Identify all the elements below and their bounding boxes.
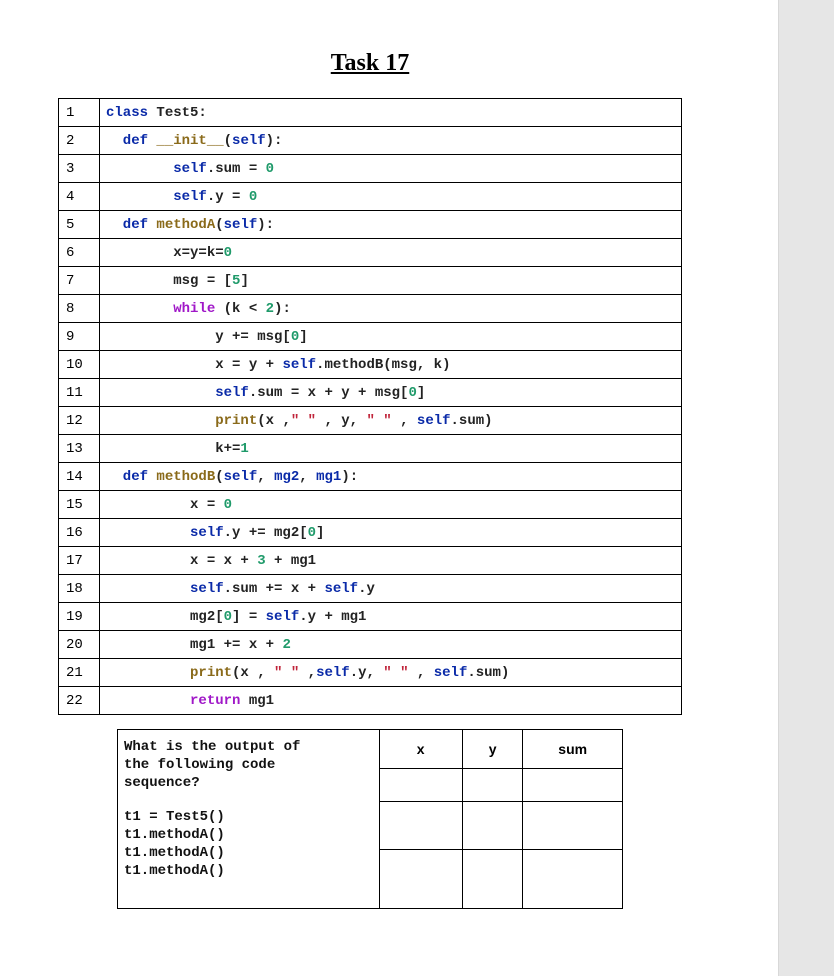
- code-token: def: [106, 132, 157, 149]
- code-text: [100, 519, 682, 547]
- code-text: [100, 211, 682, 239]
- page-title: [0, 50, 740, 77]
- code-token: [106, 525, 190, 541]
- line-number: 5: [59, 211, 100, 239]
- code-text: [100, 407, 682, 435]
- code-text: [100, 99, 682, 127]
- code-token: 3: [257, 552, 266, 569]
- code-token: ,: [299, 664, 317, 681]
- code-token: ,: [257, 468, 275, 485]
- code-token: .y += mg2[: [223, 524, 308, 541]
- answer-table: [117, 729, 623, 909]
- question-line: sequence?: [124, 775, 200, 791]
- page-title-text: Task 17: [330, 50, 410, 76]
- code-text: [100, 323, 682, 351]
- code-text: [100, 239, 682, 267]
- code-token: .sum = x + y + msg[: [248, 384, 409, 401]
- code-token: self: [232, 132, 266, 149]
- code-token: x =: [106, 496, 224, 513]
- code-token: self: [282, 356, 317, 373]
- code-line: [59, 351, 682, 379]
- code-token: self: [173, 188, 207, 205]
- line-number: 2: [59, 127, 100, 155]
- code-token: [106, 301, 173, 317]
- question-text: [118, 730, 380, 909]
- code-token: mg2[: [106, 608, 224, 625]
- code-text: [100, 687, 682, 715]
- code-token: x = y +: [106, 356, 283, 373]
- code-line: [59, 323, 682, 351]
- code-text: [100, 295, 682, 323]
- code-text: [100, 659, 682, 687]
- code-token: (: [223, 132, 233, 149]
- code-token: ]: [240, 272, 249, 289]
- code-token: self: [416, 412, 451, 429]
- code-token: .y,: [349, 664, 384, 681]
- line-number: 10: [59, 351, 100, 379]
- code-token: [106, 693, 190, 709]
- code-text: [100, 379, 682, 407]
- answer-cell-sum[interactable]: [523, 769, 623, 801]
- line-number: 6: [59, 239, 100, 267]
- code-line: [59, 295, 682, 323]
- code-text: [100, 575, 682, 603]
- line-number: 18: [59, 575, 100, 603]
- line-number: 22: [59, 687, 100, 715]
- answer-cell-x[interactable]: [379, 850, 462, 909]
- line-number: 17: [59, 547, 100, 575]
- code-token: , y,: [316, 412, 367, 429]
- line-number: 8: [59, 295, 100, 323]
- line-number: 13: [59, 435, 100, 463]
- code-line: [59, 631, 682, 659]
- code-token: .y =: [206, 188, 249, 205]
- header-x: x: [379, 730, 462, 769]
- answer-cell-y[interactable]: [462, 801, 522, 850]
- code-sequence-line: t1.methodA(): [124, 827, 225, 843]
- code-token: self: [190, 580, 224, 597]
- code-token: " ": [383, 664, 409, 681]
- code-token: ):: [274, 300, 291, 317]
- code-token: self: [433, 664, 468, 681]
- line-number: 12: [59, 407, 100, 435]
- code-text: [100, 351, 682, 379]
- code-text: [100, 267, 682, 295]
- line-number: 15: [59, 491, 100, 519]
- code-token: " ": [366, 412, 392, 429]
- code-token: 2: [282, 636, 291, 653]
- code-token: ]: [416, 384, 426, 401]
- code-token: ]: [299, 328, 308, 345]
- code-token: mg1: [316, 468, 342, 485]
- code-line: [59, 379, 682, 407]
- code-token: mg2: [274, 468, 300, 485]
- code-token: 1: [240, 440, 249, 457]
- code-token: 5: [232, 272, 241, 289]
- line-number: 7: [59, 267, 100, 295]
- code-token: (k <: [215, 300, 266, 317]
- code-token: self: [223, 216, 258, 233]
- code-token: " ": [274, 664, 300, 681]
- code-line: [59, 127, 682, 155]
- answer-cell-y[interactable]: [462, 850, 522, 909]
- answer-cell-sum[interactable]: [523, 850, 623, 909]
- code-token: .sum): [467, 664, 510, 681]
- code-token: 0: [307, 524, 317, 541]
- line-number: 21: [59, 659, 100, 687]
- code-token: while: [173, 300, 216, 317]
- code-token: 0: [248, 188, 258, 205]
- code-token: methodA: [156, 216, 216, 233]
- line-number: 4: [59, 183, 100, 211]
- code-token: ):: [341, 468, 359, 485]
- line-number: 16: [59, 519, 100, 547]
- code-token: 0: [408, 384, 417, 401]
- code-token: self: [173, 160, 207, 177]
- line-number: 11: [59, 379, 100, 407]
- code-token: (: [215, 468, 224, 485]
- code-token: print: [215, 412, 258, 429]
- code-line: [59, 519, 682, 547]
- code-token: [106, 161, 173, 177]
- right-gray-margin: [778, 0, 834, 976]
- code-text: [100, 603, 682, 631]
- code-token: " ": [290, 412, 317, 429]
- code-sequence-line: t1.methodA(): [124, 845, 225, 861]
- code-token: 0: [290, 328, 300, 345]
- code-token: ):: [257, 216, 275, 233]
- code-token: 0: [223, 244, 233, 261]
- code-token: [106, 413, 215, 429]
- code-line: [59, 575, 682, 603]
- question-line: What is the output of: [124, 739, 301, 755]
- line-number: 3: [59, 155, 100, 183]
- code-token: ,: [408, 664, 434, 681]
- code-token: .y + mg1: [299, 608, 367, 625]
- code-token: ] =: [232, 608, 266, 625]
- code-token: .sum =: [206, 160, 266, 177]
- code-token: Test5:: [156, 104, 207, 121]
- code-token: return: [190, 692, 241, 709]
- code-token: def: [106, 468, 157, 485]
- code-token: 0: [265, 160, 275, 177]
- code-token: mg1 += x +: [106, 636, 283, 653]
- code-token: [106, 665, 190, 681]
- answer-cell-y[interactable]: [462, 769, 522, 801]
- line-number: 19: [59, 603, 100, 631]
- code-token: (: [215, 216, 224, 233]
- code-token: [106, 189, 173, 205]
- code-text: [100, 155, 682, 183]
- code-text: [100, 435, 682, 463]
- code-line: [59, 267, 682, 295]
- code-token: mg1: [240, 692, 275, 709]
- code-line: [59, 603, 682, 631]
- code-line: [59, 239, 682, 267]
- question-box: [117, 729, 623, 909]
- code-text: [100, 547, 682, 575]
- code-line: [59, 211, 682, 239]
- code-text: [100, 183, 682, 211]
- code-token: ]: [316, 524, 325, 541]
- code-token: self: [190, 524, 224, 541]
- line-number: 9: [59, 323, 100, 351]
- line-number: 1: [59, 99, 100, 127]
- header-sum: sum: [523, 730, 623, 769]
- code-text: [100, 491, 682, 519]
- answer-cell-x[interactable]: [379, 801, 462, 850]
- code-sequence-line: t1.methodA(): [124, 863, 225, 879]
- code-token: 0: [223, 496, 233, 513]
- code-sequence-line: t1 = Test5(): [124, 809, 225, 825]
- code-line: [59, 491, 682, 519]
- code-token: ,: [391, 412, 417, 429]
- code-token: .sum): [450, 412, 493, 429]
- code-token: __init__: [156, 132, 224, 149]
- code-token: self: [223, 468, 258, 485]
- code-token: y += msg[: [106, 328, 291, 345]
- code-line: [59, 463, 682, 491]
- code-token: self: [215, 384, 249, 401]
- code-text: [100, 463, 682, 491]
- code-token: 0: [223, 608, 233, 625]
- code-token: x=y=k=: [106, 244, 224, 261]
- code-listing-table: [58, 98, 682, 715]
- code-text: [100, 127, 682, 155]
- code-token: ,: [299, 468, 317, 485]
- code-token: 2: [265, 300, 275, 317]
- line-number: 14: [59, 463, 100, 491]
- question-line: the following code: [124, 757, 276, 773]
- code-token: ):: [265, 132, 283, 149]
- code-token: (x ,: [232, 664, 275, 681]
- code-line: [59, 407, 682, 435]
- code-line: [59, 547, 682, 575]
- code-token: [106, 385, 215, 401]
- code-token: msg = [: [106, 272, 233, 289]
- code-line: [59, 687, 682, 715]
- code-token: .y: [358, 580, 375, 597]
- code-line: [59, 435, 682, 463]
- code-token: class: [106, 104, 157, 121]
- line-number: 20: [59, 631, 100, 659]
- code-token: + mg1: [265, 552, 317, 569]
- answer-cell-x[interactable]: [379, 769, 462, 801]
- header-y: y: [462, 730, 522, 769]
- code-token: k+=: [106, 440, 241, 457]
- code-line: [59, 99, 682, 127]
- code-token: [106, 581, 190, 597]
- code-token: print: [190, 664, 233, 681]
- code-line: [59, 183, 682, 211]
- code-token: self: [265, 608, 300, 625]
- code-token: (x ,: [257, 412, 291, 429]
- code-token: self: [316, 664, 350, 681]
- code-token: def: [106, 216, 157, 233]
- code-token: methodB: [156, 468, 216, 485]
- code-token: self: [324, 580, 359, 597]
- answer-cell-sum[interactable]: [523, 801, 623, 850]
- code-line: [59, 659, 682, 687]
- code-token: .methodB(msg, k): [316, 356, 451, 373]
- code-line: [59, 155, 682, 183]
- code-token: x = x +: [106, 552, 258, 569]
- code-text: [100, 631, 682, 659]
- code-token: .sum += x +: [223, 580, 325, 597]
